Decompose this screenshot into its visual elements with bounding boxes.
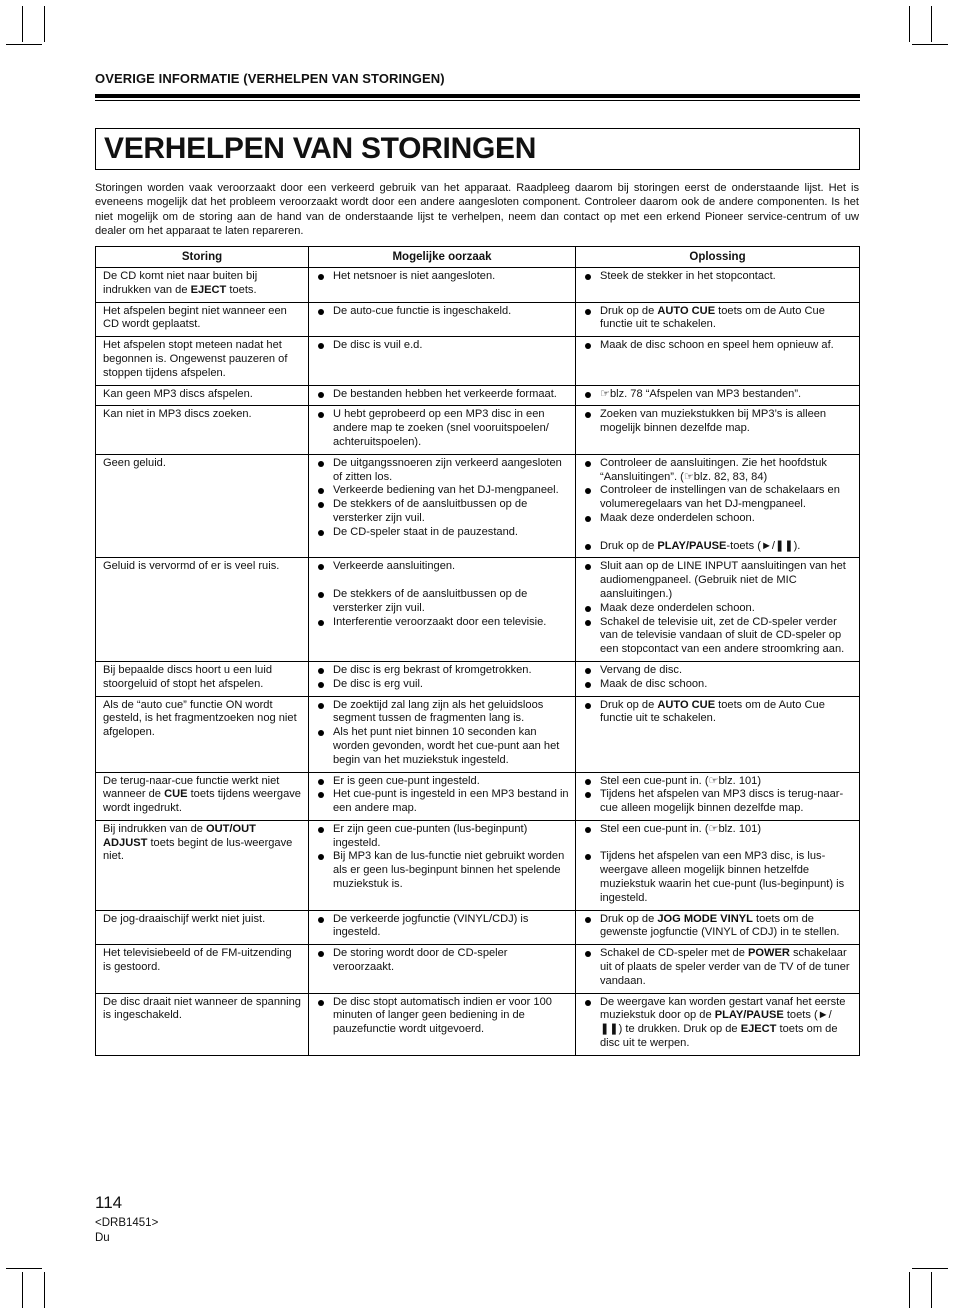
cell-oplossing: [576, 910, 860, 945]
cell-oplossing: [576, 945, 860, 993]
list-item: Interferentie veroorzaakt door een televisie.: [316, 616, 569, 630]
list-item: De disc is erg vuil.: [316, 678, 569, 692]
cell-storing: Als de “auto cue” functie ON wordt gesteld, is het fragmentzoeken nog niet afgelopen.: [96, 696, 309, 772]
list-item: Druk op de JOG MODE VINYL toets om de gewenste jogfunctie (VINYL of CDJ) in te stellen.: [583, 913, 853, 941]
list-item: Vervang de disc.: [583, 664, 853, 678]
cell-oplossing: [576, 454, 860, 558]
list-item: Druk op de PLAY/PAUSE-toets (►/❚❚).: [583, 540, 853, 554]
bullet-list: [316, 996, 569, 1037]
cell-oorzaak: [309, 820, 576, 910]
list-item: Het cue-punt is ingesteld in een MP3 bestand in een andere map.: [316, 788, 569, 816]
table-row: [96, 945, 860, 993]
crop-mark: [931, 1272, 932, 1308]
crop-mark: [44, 6, 45, 42]
bullet-list: [583, 305, 853, 333]
cell-storing: Bij indrukken van de OUT/OUT ADJUST toets begint de lus-weergave niet.: [96, 820, 309, 910]
cell-oorzaak: [309, 993, 576, 1055]
crop-mark: [909, 6, 910, 42]
list-item: U hebt geprobeerd op een MP3 disc in een andere map te zoeken (snel vooruitspoelen/ achteruitspoelen).: [316, 408, 569, 449]
troubleshooting-table: [95, 246, 860, 1056]
bullet-list: [316, 560, 569, 629]
cell-storing: Kan niet in MP3 discs zoeken.: [96, 406, 309, 454]
list-item: De CD-speler staat in de pauzestand.: [316, 526, 569, 540]
bullet-list: [316, 699, 569, 768]
crop-mark: [22, 6, 23, 42]
cell-oplossing: [576, 820, 860, 910]
header-rule: [95, 94, 860, 98]
bullet-list: [316, 913, 569, 941]
cell-oorzaak: [309, 337, 576, 385]
bullet-list: [316, 305, 569, 319]
bullet-list: [583, 823, 853, 906]
cell-oplossing: [576, 337, 860, 385]
list-item: De zoektijd zal lang zijn als het geluidsloos segment tussen de fragmenten lang is.: [316, 699, 569, 727]
list-item: Maak de disc schoon.: [583, 678, 853, 692]
cell-oorzaak: [309, 945, 576, 993]
crop-mark: [931, 6, 932, 42]
list-item: De uitgangssnoeren zijn verkeerd aangesloten of zitten los.: [316, 457, 569, 485]
cell-storing: De disc draait niet wanneer de spanning is ingeschakeld.: [96, 993, 309, 1055]
list-item: Maak deze onderdelen schoon.: [583, 602, 853, 616]
list-item: De verkeerde jogfunctie (VINYL/CDJ) is ingesteld.: [316, 913, 569, 941]
bullet-list: [583, 913, 853, 941]
crop-mark: [44, 1272, 45, 1308]
list-item: De stekkers of de aansluitbussen op de versterker zijn vuil.: [316, 498, 569, 526]
cell-oorzaak: [309, 696, 576, 772]
bullet-list: [583, 339, 853, 353]
cell-oplossing: [576, 406, 860, 454]
list-item: Er zijn geen cue-punten (lus-beginpunt) ingesteld.: [316, 823, 569, 851]
cell-oplossing: [576, 696, 860, 772]
table-row: [96, 993, 860, 1055]
table-header-row: [96, 247, 860, 268]
list-item: Schakel de CD-speler met de POWER schakelaar uit of plaats de speler verder van de TV of de tuner vandaan.: [583, 947, 853, 988]
doc-code: <DRB1451>: [95, 1217, 159, 1229]
list-item: Schakel de televisie uit, zet de CD-speler verder van de televisie vandaan of sluit de CD-speler op een stopcontact van een andere stroomkring aan.: [583, 616, 853, 657]
cell-oplossing: [576, 268, 860, 303]
list-item: De weergave kan worden gestart vanaf het eerste muziekstuk door op de PLAY/PAUSE toets (►/❚❚) te drukken. Druk op de EJECT toets om de disc uit te werpen.: [583, 996, 853, 1051]
list-item: Tijdens het afspelen van een MP3 disc, is lus-weergave alleen mogelijk binnen hetzelfde muziekstuk waarin het cue-punt (lus-beginpunt) is ingesteld.: [583, 850, 853, 905]
bullet-list: [583, 664, 853, 692]
cell-storing: De terug-naar-cue functie werkt niet wanneer de CUE toets tijdens weergave wordt ingedrukt.: [96, 772, 309, 820]
page-title-box: [95, 128, 860, 170]
table-row: [96, 661, 860, 696]
cell-oorzaak: [309, 910, 576, 945]
table-row: [96, 772, 860, 820]
list-item: De disc stopt automatisch indien er voor 100 minuten of langer geen bediening in de pauzefunctie wordt uitgevoerd.: [316, 996, 569, 1037]
bullet-list: [583, 457, 853, 554]
bullet-list: [316, 947, 569, 975]
list-item: Het netsnoer is niet aangesloten.: [316, 270, 569, 284]
list-item: Maak deze onderdelen schoon.: [583, 512, 853, 526]
table-row: [96, 454, 860, 558]
cell-storing: Bij bepaalde discs hoort u een luid stoorgeluid of stopt het afspelen.: [96, 661, 309, 696]
table-row: [96, 696, 860, 772]
cell-oplossing: [576, 302, 860, 337]
page-number: 114: [95, 1193, 123, 1212]
list-item: De bestanden hebben het verkeerde formaat.: [316, 388, 569, 402]
list-item: De stekkers of de aansluitbussen op de versterker zijn vuil.: [316, 588, 569, 616]
intro-paragraph: Storingen worden vaak veroorzaakt door een verkeerd gebruik van het apparaat. Raadpleeg daarom bij storingen eerst de onderstaande lijst. Het is eveneens mogelijk dat het probleem veroorzaakt wordt door een andere aangesloten component. Controleer daarom ook de andere componenten. Is het niet mogelijk om de storing aan de hand van de onderstaande lijst te verhelpen, neem dan contact op met een erkend Pioneer service-centrum of uw dealer om het apparaat te laten repareren.: [95, 182, 859, 238]
table-body: [96, 268, 860, 1056]
list-item: De disc is erg bekrast of kromgetrokken.: [316, 664, 569, 678]
cell-storing: De CD komt niet naar buiten bij indrukken van de EJECT toets.: [96, 268, 309, 303]
list-item: Controleer de aansluitingen. Zie het hoofdstuk “Aansluitingen”. (☞blz. 82, 83, 84): [583, 457, 853, 485]
bullet-list: [316, 457, 569, 540]
cell-storing: Geen geluid.: [96, 454, 309, 558]
cell-oorzaak: [309, 385, 576, 406]
crop-mark: [6, 44, 42, 45]
table-row: [96, 302, 860, 337]
crop-mark: [912, 44, 948, 45]
bullet-list: [583, 947, 853, 988]
list-item: Druk op de AUTO CUE toets om de Auto Cue functie uit te schakelen.: [583, 699, 853, 727]
cell-oorzaak: [309, 661, 576, 696]
table-row: [96, 910, 860, 945]
column-header-oplossing: Oplossing: [576, 247, 860, 268]
list-item: De disc is vuil e.d.: [316, 339, 569, 353]
bullet-list: [583, 775, 853, 816]
cell-storing: De jog-draaischijf werkt niet juist.: [96, 910, 309, 945]
page-title: VERHELPEN VAN STORINGEN: [104, 132, 537, 165]
list-item: Verkeerde bediening van het DJ-mengpaneel.: [316, 484, 569, 498]
cell-storing: Het televisiebeeld of de FM-uitzending is gestoord.: [96, 945, 309, 993]
table-row: [96, 558, 860, 662]
bullet-list: [583, 270, 853, 284]
cell-oorzaak: [309, 406, 576, 454]
table-row: [96, 385, 860, 406]
list-item: De storing wordt door de CD-speler veroorzaakt.: [316, 947, 569, 975]
cell-oorzaak: [309, 558, 576, 662]
cell-oplossing: [576, 558, 860, 662]
cell-oorzaak: [309, 302, 576, 337]
cell-oplossing: [576, 772, 860, 820]
doc-reference: [95, 1216, 158, 1245]
crop-mark: [909, 1272, 910, 1308]
bullet-list: [583, 388, 853, 402]
cell-oorzaak: [309, 268, 576, 303]
list-item: Stel een cue-punt in. (☞blz. 101): [583, 823, 853, 837]
list-item: Bij MP3 kan de lus-functie niet gebruikt worden als er geen lus-beginpunt binnen het spelende muziekstuk is.: [316, 850, 569, 891]
list-item: Verkeerde aansluitingen.: [316, 560, 569, 574]
cell-oplossing: [576, 661, 860, 696]
list-item: Druk op de AUTO CUE toets om de Auto Cue functie uit te schakelen.: [583, 305, 853, 333]
list-item: De auto-cue functie is ingeschakeld.: [316, 305, 569, 319]
bullet-list: [583, 408, 853, 436]
cell-storing: Het afspelen stopt meteen nadat het begonnen is. Ongewenst pauzeren of stoppen tijdens afspelen.: [96, 337, 309, 385]
list-item: Maak de disc schoon en speel hem opnieuw af.: [583, 339, 853, 353]
bullet-list: [316, 823, 569, 892]
bullet-list: [316, 339, 569, 353]
header-rule-thin: [95, 100, 860, 101]
cell-oorzaak: [309, 454, 576, 558]
bullet-list: [583, 699, 853, 727]
list-item: Zoeken van muziekstukken bij MP3’s is alleen mogelijk binnen dezelfde map.: [583, 408, 853, 436]
table-row: [96, 820, 860, 910]
section-header: OVERIGE INFORMATIE (VERHELPEN VAN STORINGEN): [95, 71, 445, 86]
crop-mark: [6, 1268, 42, 1269]
list-item: Er is geen cue-punt ingesteld.: [316, 775, 569, 789]
doc-language: Du: [95, 1231, 110, 1244]
column-header-storing: Storing: [96, 247, 309, 268]
list-item: Sluit aan op de LINE INPUT aansluitingen van het audiomengpaneel. (Gebruik niet de MIC aansluitingen.): [583, 560, 853, 601]
list-item: Stel een cue-punt in. (☞blz. 101): [583, 775, 853, 789]
table-row: [96, 406, 860, 454]
cell-storing: Het afspelen begint niet wanneer een CD wordt geplaatst.: [96, 302, 309, 337]
bullet-list: [583, 996, 853, 1051]
list-item: Als het punt niet binnen 10 seconden kan worden gevonden, wordt het cue-punt aan het begin van het muziekstuk ingesteld.: [316, 726, 569, 767]
cell-storing: Kan geen MP3 discs afspelen.: [96, 385, 309, 406]
column-header-oorzaak: Mogelijke oorzaak: [309, 247, 576, 268]
bullet-list: [316, 408, 569, 449]
list-item: Tijdens het afspelen van MP3 discs is terug-naar-cue alleen mogelijk binnen dezelfde map.: [583, 788, 853, 816]
crop-mark: [912, 1268, 948, 1269]
bullet-list: [316, 388, 569, 402]
crop-mark: [22, 1272, 23, 1308]
list-item: Steek de stekker in het stopcontact.: [583, 270, 853, 284]
list-item: ☞blz. 78 “Afspelen van MP3 bestanden”.: [583, 388, 853, 402]
cell-storing: Geluid is vervormd of er is veel ruis.: [96, 558, 309, 662]
bullet-list: [316, 775, 569, 816]
table-row: [96, 268, 860, 303]
table-row: [96, 337, 860, 385]
list-item: Controleer de instellingen van de schakelaars en volumeregelaars van het DJ-mengpaneel.: [583, 484, 853, 512]
bullet-list: [583, 560, 853, 657]
bullet-list: [316, 664, 569, 692]
bullet-list: [316, 270, 569, 284]
cell-oorzaak: [309, 772, 576, 820]
cell-oplossing: [576, 385, 860, 406]
cell-oplossing: [576, 993, 860, 1055]
